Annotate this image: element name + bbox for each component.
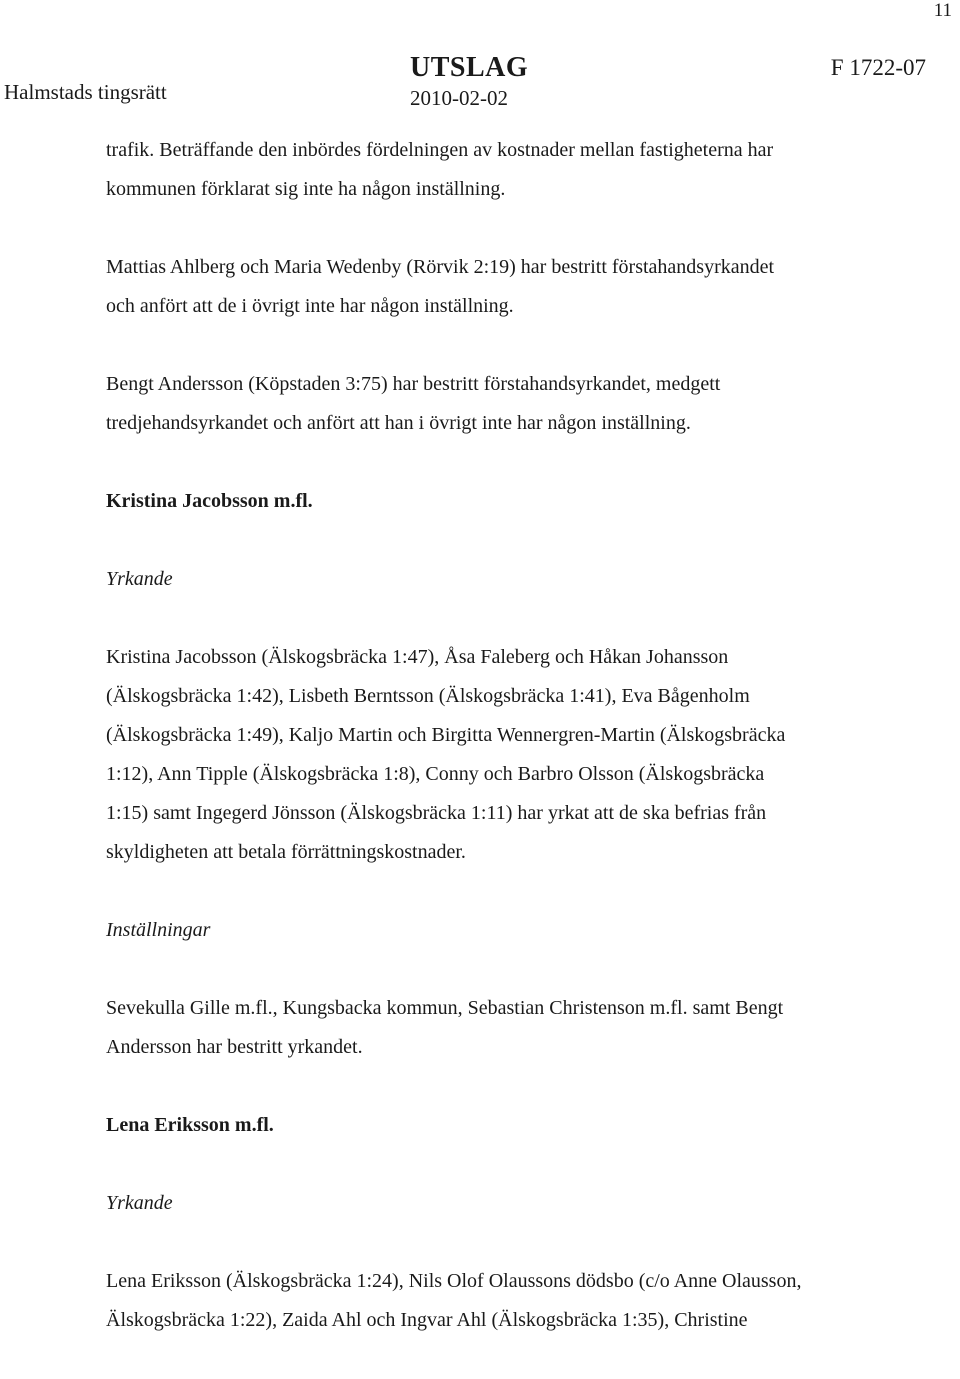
text-line: kommunen förklarat sig inte ha någon inställning. — [106, 178, 506, 200]
paragraph-jacobsson-claim — [106, 638, 906, 872]
text-line: Bengt Andersson (Köpstaden 3:75) har bestritt förstahandsyrkandet, medgett — [106, 373, 721, 395]
document-body — [106, 131, 906, 1379]
text-line: 1:15) samt Ingegerd Jönsson (Älskogsbräcka 1:11) har yrkat att de ska befrias från — [106, 802, 767, 824]
subheading-yrkande: Yrkande — [106, 568, 173, 590]
text-line: skyldigheten att betala förrättningskostnader. — [106, 841, 466, 863]
subheading-yrkande-2: Yrkande — [106, 1192, 173, 1214]
text-line: Kristina Jacobsson (Älskogsbräcka 1:47), Åsa Faleberg och Håkan Johansson — [106, 646, 729, 668]
text-line: Sevekulla Gille m.fl., Kungsbacka kommun, Sebastian Christenson m.fl. samt Bengt — [106, 997, 784, 1019]
text-line: Mattias Ahlberg och Maria Wedenby (Rörvik 2:19) har bestritt förstahandsyrkandet — [106, 256, 775, 278]
text-line: (Älskogsbräcka 1:42), Lisbeth Berntsson (Älskogsbräcka 1:41), Eva Bågenholm — [106, 685, 750, 707]
section-heading-lena-eriksson: Lena Eriksson m.fl. — [106, 1114, 274, 1136]
paragraph-bengt-andersson — [106, 365, 906, 443]
text-line: Lena Eriksson (Älskogsbräcka 1:24), Nils Olof Olaussons dödsbo (c/o Anne Olausson, — [106, 1270, 802, 1292]
section-heading-kristina-jacobsson: Kristina Jacobsson m.fl. — [106, 490, 313, 512]
case-number: F 1722-07 — [830, 55, 926, 80]
page-number: 11 — [933, 0, 952, 21]
text-line: tredjehandsyrkandet och anfört att han i övrigt inte har någon inställning. — [106, 412, 691, 434]
text-line: Älskogsbräcka 1:22), Zaida Ahl och Ingvar Ahl (Älskogsbräcka 1:35), Christine — [106, 1309, 748, 1331]
paragraph-positions — [106, 989, 906, 1067]
text-line: och anfört att de i övrigt inte har någon inställning. — [106, 295, 514, 317]
document-date: 2010-02-02 — [410, 86, 508, 110]
document-type: UTSLAG — [410, 52, 529, 83]
text-line: trafik. Beträffande den inbördes fördelningen av kostnader mellan fastigheterna har — [106, 139, 774, 161]
paragraph-ahlberg-wedenby — [106, 248, 906, 326]
text-line: Andersson har bestritt yrkandet. — [106, 1036, 363, 1058]
paragraph-eriksson-claim — [106, 1262, 906, 1340]
text-line: 1:12), Ann Tipple (Älskogsbräcka 1:8), Conny och Barbro Olsson (Älskogsbräcka — [106, 763, 765, 785]
court-name: Halmstads tingsrätt — [4, 80, 167, 104]
subheading-installningar: Inställningar — [106, 919, 211, 941]
paragraph-municipality-position — [106, 131, 906, 209]
text-line: (Älskogsbräcka 1:49), Kaljo Martin och Birgitta Wennergren-Martin (Älskogsbräcka — [106, 724, 786, 746]
